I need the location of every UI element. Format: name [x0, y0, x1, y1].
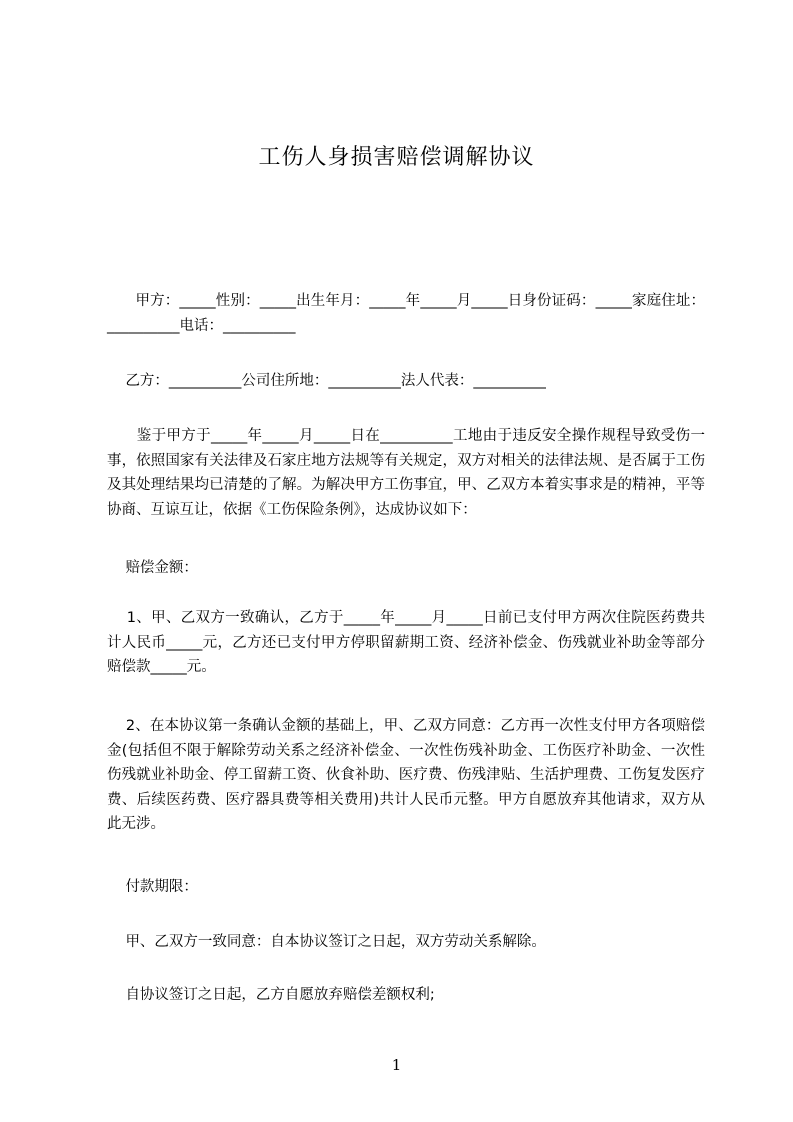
payment-term-heading: 付款期限：	[107, 879, 198, 895]
labor-relation-paragraph: 甲、乙双方一致同意：自本协议签订之日起，双方劳动关系解除。	[107, 934, 546, 950]
compensation-heading: 赔偿金额：	[107, 560, 198, 576]
document-title: 工伤人身损害赔偿调解协议	[258, 145, 535, 170]
party-a-paragraph: 甲方：_____性别：_____出生年月：_____年_____月_____日身份证码：_____家庭住址：__________电话：__________	[107, 293, 706, 334]
clause-1-paragraph: 1、甲、乙双方一致确认，乙方于_____年_____月_____日前已支付甲方两次住院医药费共计人民币_____元，乙方还已支付甲方停职留薪期工资、经济补偿金、伤残就业补助金等部分赔偿款_____元。	[107, 610, 705, 676]
page-number: 1	[391, 1056, 402, 1074]
clause-2-paragraph: 2、在本协议第一条确认金额的基础上，甲、乙双方同意：乙方再一次性支付甲方各项赔偿金(包括但不限于解除劳动关系之经济补偿金、一次性伤残补助金、工伤医疗补助金、一次性伤残就业补助金、停工留薪工资、伙食补助、医疗费、伤残津贴、生活护理费、工伤复发医疗费、后续医药费、医疗器具费等相关费用)共计人民币元整。甲方自愿放弃其他请求，双方从此无涉。	[107, 718, 705, 833]
waiver-paragraph: 自协议签订之日起，乙方自愿放弃赔偿差额权利;	[107, 987, 435, 1003]
party-b-paragraph: 乙方：__________公司住所地：__________法人代表：__________	[107, 373, 546, 389]
preamble-paragraph: 鉴于甲方于_____年_____月_____日在__________工地由于违反安全操作规程导致受伤一事，依照国家有关法律及石家庄地方法规等有关规定，双方对相关的法律法规、是否属于工伤及其处理结果均已清楚的了解。为解决甲方工伤事宜，甲、乙双方本着实事求是的精神，平等协商、互谅互让，依据《工伤保险条例》，达成协议如下：	[107, 428, 706, 518]
